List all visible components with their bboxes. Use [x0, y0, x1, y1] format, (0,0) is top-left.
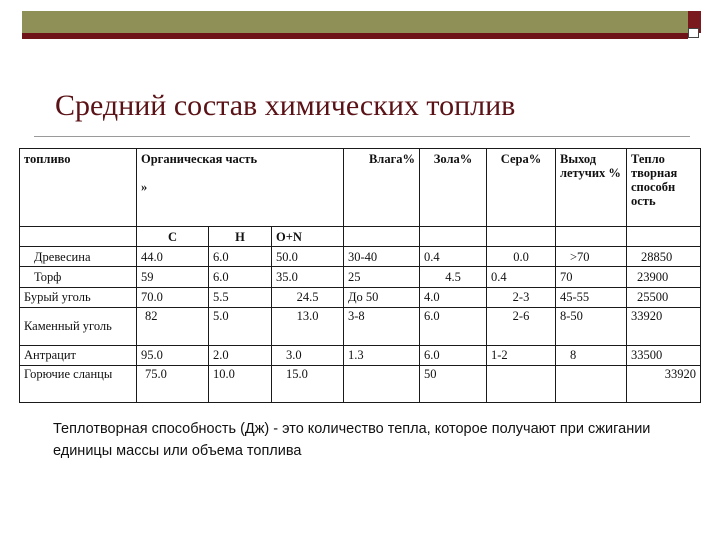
cell-moisture: До 50	[344, 287, 420, 307]
cell-fuel: Древесина	[20, 247, 137, 267]
slide-title: Средний состав химических топлив	[55, 89, 516, 122]
cell-h: 10.0	[209, 365, 272, 402]
cell-sulfur: 2-3	[487, 287, 556, 307]
table-header-row	[20, 149, 701, 227]
organic-label: Органическая часть	[141, 152, 258, 166]
subheader-empty	[487, 227, 556, 247]
cell-moisture: 1.3	[344, 345, 420, 365]
cell-c: 44.0	[137, 247, 209, 267]
heat-definition-caption: Теплотворная способность (Дж) - это количество тепла, которое получают при сжигании единицы массы или объема топлива	[53, 421, 651, 459]
cell-c: 70.0	[137, 287, 209, 307]
cell-moisture	[344, 365, 420, 402]
cell-volatiles	[556, 365, 627, 402]
table-row	[20, 345, 701, 365]
cell-on: 24.5	[272, 287, 344, 307]
header-band	[22, 11, 688, 33]
cell-moisture: 3-8	[344, 307, 420, 345]
cell-ash: 4.5	[420, 267, 487, 287]
cell-heat: 28850	[627, 247, 701, 267]
subheader-empty	[627, 227, 701, 247]
fuel-table	[19, 148, 701, 403]
col-header-heat: Тепло творная способн ость	[627, 149, 701, 227]
header-band-underline	[22, 33, 688, 39]
cell-on: 13.0	[272, 307, 344, 345]
cell-heat: 25500	[627, 287, 701, 307]
cell-on: 50.0	[272, 247, 344, 267]
cell-on: 35.0	[272, 267, 344, 287]
table-row	[20, 307, 701, 345]
cell-h: 5.5	[209, 287, 272, 307]
cell-fuel: Горючие сланцы	[20, 365, 137, 402]
cell-volatiles: 8-50	[556, 307, 627, 345]
cell-sulfur: 2-6	[487, 307, 556, 345]
cell-ash: 6.0	[420, 345, 487, 365]
subheader-on: O+N	[272, 227, 344, 247]
cell-volatiles: 70	[556, 267, 627, 287]
table-row	[20, 267, 701, 287]
cell-fuel: Бурый уголь	[20, 287, 137, 307]
cell-heat: 33920	[627, 307, 701, 345]
cell-sulfur: 1-2	[487, 345, 556, 365]
col-header-ash: Зола%	[420, 149, 487, 227]
subheader-empty	[20, 227, 137, 247]
cell-heat: 23900	[627, 267, 701, 287]
cell-c: 82	[137, 307, 209, 345]
subheader-empty	[420, 227, 487, 247]
table-row	[20, 365, 701, 402]
cell-moisture: 25	[344, 267, 420, 287]
cell-volatiles: 8	[556, 345, 627, 365]
cell-fuel: Торф	[20, 267, 137, 287]
cell-volatiles: 45-55	[556, 287, 627, 307]
cell-moisture: 30-40	[344, 247, 420, 267]
col-header-sulfur: Сера%	[487, 149, 556, 227]
cell-on: 3.0	[272, 345, 344, 365]
cell-on: 15.0	[272, 365, 344, 402]
cell-h: 2.0	[209, 345, 272, 365]
table-row	[20, 287, 701, 307]
cell-h: 6.0	[209, 247, 272, 267]
table-subheader-row	[20, 227, 701, 247]
cell-c: 95.0	[137, 345, 209, 365]
cell-heat: 33920	[627, 365, 701, 402]
cell-fuel: Каменный уголь	[20, 307, 137, 345]
cell-sulfur: 0.4	[487, 267, 556, 287]
cell-c: 75.0	[137, 365, 209, 402]
col-header-fuel: топливо	[20, 149, 137, 227]
cell-h: 5.0	[209, 307, 272, 345]
subheader-c: C	[137, 227, 209, 247]
table-row	[20, 247, 701, 267]
fuel-composition-table	[19, 148, 700, 403]
title-divider	[34, 136, 690, 137]
col-header-organic	[137, 149, 344, 227]
cell-fuel: Антрацит	[20, 345, 137, 365]
subheader-empty	[344, 227, 420, 247]
cell-volatiles: >70	[556, 247, 627, 267]
cell-ash: 0.4	[420, 247, 487, 267]
col-header-volatiles: Выход летучих %	[556, 149, 627, 227]
cell-c: 59	[137, 267, 209, 287]
subheader-h: H	[209, 227, 272, 247]
col-header-moisture: Влага%	[344, 149, 420, 227]
cell-sulfur	[487, 365, 556, 402]
organic-mark: »	[141, 180, 148, 194]
cell-ash: 50	[420, 365, 487, 402]
cell-ash: 4.0	[420, 287, 487, 307]
cell-ash: 6.0	[420, 307, 487, 345]
header-band-square	[688, 28, 699, 38]
cell-sulfur: 0.0	[487, 247, 556, 267]
cell-h: 6.0	[209, 267, 272, 287]
subheader-empty	[556, 227, 627, 247]
cell-heat: 33500	[627, 345, 701, 365]
